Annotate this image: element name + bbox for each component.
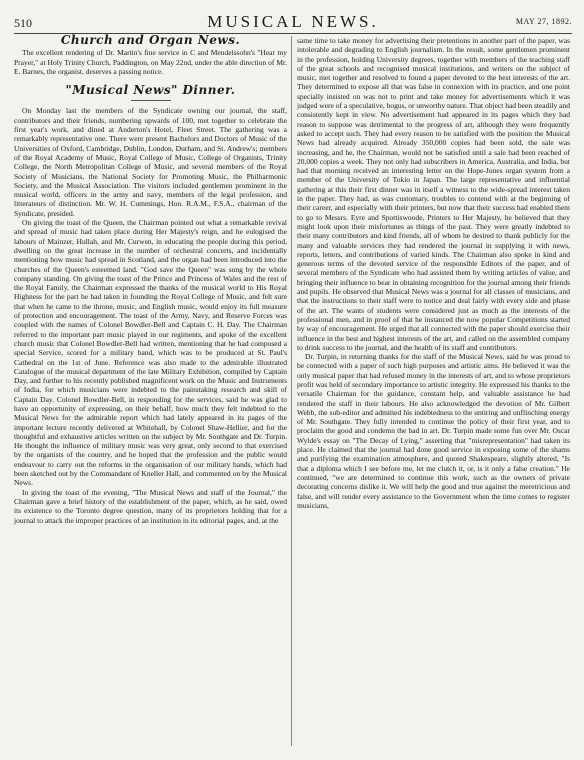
section-title-church-organ-news: Church and Organ News. (60, 33, 241, 47)
section-title-dinner: "Musical News" Dinner. (65, 83, 236, 98)
dinner-paragraph-5: Dr. Turpin, in returning thanks for the staff of the Musical News, said he was proud to be connected with a paper of such high purposes and artistic aims. He believed it was the only musical paper that had refused money in the interests of art, and to whose proprietors profit was held of secondary importance to artistic integrity. He expressed his thanks to the versatile Chairman for the guidance, constant help, and valuable assistance he had rendered the staff in their labours. He also acknowledged the devotion of Mr. Gilbert Webb, the sub-editor and admitted his indebtedness to the untiring and unflinching energy of Mr. Southgate. They fully intended to continue the policy of their first year, and to proclaim the good and condemn the bad in art. Dr. Turpin made some fun over Mr. Oscar Wylde's essay on "The Decay of Lying," asserting that "misrepresentation" had taken its place. He claimed that the journal had done good service in exposing some of the shams and purifying the examination atmosphere, and quoted Shakespeare, slightly altered, "Is that a diploma which I see before me, let me clutch it, or, is it only a false creation." He continued, "we are determined to continue this work, such as the owners of private decorating concerns dislike it. We will help the good and true against the meretricious and false, and will render every assistance to the Government when the time comes to register musicians, (297, 352, 570, 510)
title-rule (131, 100, 171, 101)
page-number: 510 (14, 16, 32, 30)
left-column (14, 33, 287, 525)
dinner-paragraph-1: On Monday last the members of the Syndicate owning our journal, the staff, contributors and their friends, numbering upwards of 100, met together to celebrate the first year's work, and dined at Anderton's Hotel, Fleet Street. The gathering was a remarkably representative one. There were present Bachelors and Doctors of Music of the Universities of Oxford, Cambridge, Dublin, London, Durham, and St. Andrew's; members of the Royal Academy of Music, Royal College of Music, College of Organists, Trinity College, the North Metropolitan College of Music, and several members of the Royal Society of Musicians, the National Society for Promoting Music, the Philharmonic Society, and the Musical Association. The visitors included gentlemen prominent in the musical world, officers in the army and navy, members of the legal profession, and litterateurs of distinction. Mr. W. H. Cummings, Hon. R.A.M., F.S.A., chairman of the Syndicate, presided. (14, 106, 287, 218)
dinner-paragraph-4: same time to take money for advertising their pretentions in another part of the paper, was intolerable and degrading to English journalism. In the result, some gentlemen prominent in the profession, holding University degrees, together with members of the teaching staff of the great schools and recognised musical institutions, and writers on the subject of music, met together and resolved to found a paper devoted to the best interests of the art. They determined to expose all that was false in connexion with its practice, and one point specially insisted on was not to print and take money for advertisements which it was judged were of a speculative, bogus, or unworthy nature. That object had been steadily and consistently kept in view. No advertisement had appeared in its pages which they had reason to suppose was detrimental to the progress of art, although they were frequently asked to accept such. They had every reason to be satisfied with the position the Musical News had already acquired. Already 350,000 copies had been sold, the sale was increasing, and he, the Chairman, would not be satisfied until a sale had been reached of 20,000 copies a week. They not only had subscribers in America, Australia, and India, but had that morning received an interesting letter on the Hope-Jones organ system from a member of the University of Tokio in Japan. The large representative and influential gathering at this their first dinner was in itself a witness to the wide-spread interest taken in the paper. They had, as was customary, troubles to contend with at the beginning of their career, and especially with their printers, but now that their success had enabled them to go to Messrs. Eyre and Spottiswoode, Printers to Her Majesty, he believed that they might look upon their misfortunes as things of the past. They were greatly indebted to their many contributors and kind friends, all of whom he desired to thank publicly for the many and valuable services they had rendered the journal in supplying it with news, reports, letters, and contributions of varied kinds. The Chairman also spoke in kind and generous terms of the devoted service of the responsible Editors of the paper, and of several members of the Syndicate who had assisted them by writing articles of value, and bringing their influence to bear in obtaining recognition for the journal among their friends and pupils. He observed that Musical News was a journal for all classes of musicians, and that the instructions to their staff were to notice and deal fairly with every side and phase of the art. The wants of students were considered just as much as the interests of the professional men, and in proof of that he instanced the now popular Competitions started by way of encouragement. He urged that all connected with the paper should exercise their influence in the best and highest interests of the art, and called on the assembled company to drink success to the journal, and the health of its staff and contributors. (297, 36, 570, 352)
page-header (14, 12, 572, 34)
issue-date: MAY 27, 1892. (515, 17, 572, 26)
church-news-paragraph: The excellent rendering of Dr. Martin's fine service in C and Mendelssohn's "Hear my Prayer," at Holy Trinity Church, Paddington, on May 22nd, under the able direction of Mr. E. Barnes, the organist, deserves a passing notice. (14, 48, 287, 76)
right-column (297, 36, 570, 510)
column-divider (291, 36, 292, 746)
journal-title: MUSICAL NEWS. (207, 12, 379, 31)
dinner-paragraph-2: On giving the toast of the Queen, the Chairman pointed out what a remarkable revival and spread of music had taken place during Her Majesty's reign, and he eulogised the labours of Mainzer, Hullah, and Mr. Curwen, in educating the people during this period, dwelling on the great increase in the number of orchestral concerts, and incidentally mentioning how music had spread in Scotland, and the organ had been introduced into the churches of the Queen's esteemed land. "God save the Queen" was sung by the whole company standing. On giving the toast of the Prince and Princess of Wales and the rest of the Royal Family, the Chairman expressed the thanks of the musical world to His Royal Highness for the part he had taken in founding the Royal College of Music, and felt sure that when he came to the throne, music, and English music, would enjoy its full measure of protection and encouragement. The toast of the Army, Navy, and Reserve Forces was coupled with the names of Colonel Bowdler-Bell and Captain C. H. Day. The Chairman referred to the important part music played in our regiments, and spoke of the excellent church music that Colonel Bowdler-Bell had written, mentioning that he had composed a special Service, scored for a military band, which was to be produced at St. Paul's Cathedral on the 1st of June. Reference was also made to the admirable illustrated Catalogue of the musical department of the late Military Exhibition, compiled by Captain Day, and further to his recently published magnificent work on the Music and Instruments of India, for which musicians were indebted to the painstaking research and skill of Captain Day. Colonel Bowdler-Bell, in responding for the services, said he was glad to have an opportunity of expressing, on their behalf, how much they felt indebted to the Musical News for the admirable report which had lately appeared in its pages of the important lecture recently delivered at Whitehall, by Colonel Shaw-Hellier, and for the thoughtful and exhaustive articles written on the subject by Mr. Southgate and Dr. Turpin. He thought the influence of military music was very great, only second to that exercised by the organists of the country, and he hoped that the profession and the public would endeavour to carry out the reforms in the organisation of our military bands, which had been sketched out by the Commandant of Kneller Hall, and commented on by the Musical News. (14, 218, 287, 488)
dinner-paragraph-3: In giving the toast of the evening, "The Musical News and staff of the Journal," the Chairman gave a brief history of the establishment of the paper, which, as he said, owed its existence to the Toronto degree question, many of its proprietors holding that for a journal to attack the improper practices of an institution in its editorial pages, and, at the (14, 487, 287, 525)
